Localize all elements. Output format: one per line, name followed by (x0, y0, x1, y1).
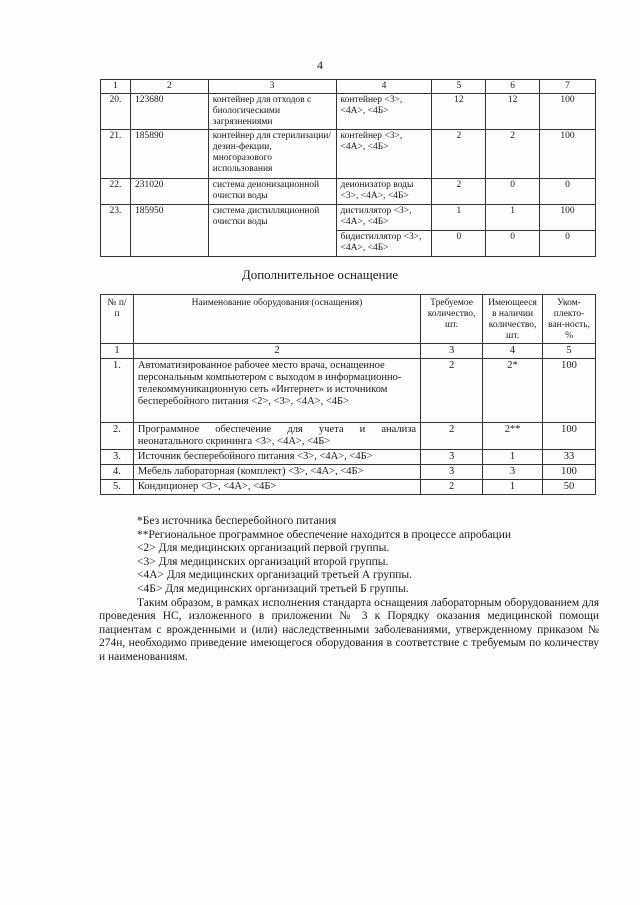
item-name: Мебель лабораторная (комплект) <3>, <4А>, <4Б> (133, 465, 420, 480)
completeness: 50 (543, 480, 596, 495)
row-number: 21. (101, 130, 131, 179)
item-code: 185950 (130, 205, 208, 257)
footnote: <4А> Для медицинских организаций третьей А группы. (137, 569, 413, 582)
index-cell: 4 (483, 344, 543, 359)
completeness: 100 (543, 423, 596, 450)
footnote: *Без источника бесперебойного питания (137, 515, 337, 527)
notes-section (99, 515, 599, 665)
header-cell: 4 (336, 80, 432, 94)
item-type: дистиллятор <3>, <4А>, <4Б> (336, 205, 432, 231)
section-title: Дополнительное оснащение (241, 267, 399, 282)
index-cell: 2 (133, 344, 420, 359)
completeness: 100 (540, 94, 596, 130)
required-qty: 2 (421, 480, 483, 495)
item-type: деионизатор воды <3>, <4А>, <4Б> (336, 179, 432, 205)
header-name: Наименование оборудования (оснащения) (133, 295, 420, 344)
index-cell: 3 (421, 344, 483, 359)
row-number: 22. (101, 179, 131, 205)
header-available: Имеющееся в наличии количество, шт. (483, 295, 543, 344)
table-row (101, 179, 596, 205)
item-name: Кондиционер <3>, <4А>, <4Б> (133, 480, 420, 495)
available-qty: 12 (486, 94, 540, 130)
completeness: 0 (540, 231, 596, 257)
item-name: Автоматизированное рабочее место врача, оснащенное персональным компьютером с выходом в информационно-телекоммуникационную сеть «Интернет» и источником бесперебойного питания <2>, <3>, <4А>, <4Б> (133, 359, 420, 423)
required-qty: 12 (432, 94, 486, 130)
header-num: № п/п (101, 295, 134, 344)
completeness: 33 (543, 450, 596, 465)
table-row (101, 94, 596, 130)
equipment-table (100, 79, 596, 257)
footnote: **Региональное программное обеспечение находится в процессе апробации (137, 528, 512, 541)
header-cell: 7 (540, 80, 596, 94)
row-number: 4. (101, 465, 134, 480)
index-row (101, 344, 596, 359)
item-name: Программное обеспечение для учета и анализа неонатального скрининга <3>, <4А>, <4Б> (133, 423, 420, 450)
additional-equipment-table (100, 294, 596, 495)
row-number: 2. (101, 423, 134, 450)
required-qty: 2 (432, 130, 486, 179)
row-number: 20. (101, 94, 131, 130)
table-row (101, 465, 596, 480)
row-number: 5. (101, 480, 134, 495)
item-type: контейнер <3>, <4А>, <4Б> (336, 94, 432, 130)
completeness: 0 (540, 179, 596, 205)
required-qty: 2 (421, 359, 483, 423)
footnote: <4Б> Для медицинских организаций третьей Б группы. (137, 582, 409, 595)
required-qty: 2 (421, 423, 483, 450)
row-number: 3. (101, 450, 134, 465)
item-type: бидистиллятор <3>, <4А>, <4Б> (336, 231, 432, 257)
available-qty: 1 (483, 450, 543, 465)
header-cell: 2 (130, 80, 208, 94)
header-cell: 6 (486, 80, 540, 94)
table-row (101, 130, 596, 179)
index-cell: 1 (101, 344, 134, 359)
header-required: Требуемое количество, шт. (421, 295, 483, 344)
available-qty: 2 (486, 130, 540, 179)
available-qty: 2** (483, 423, 543, 450)
item-code: 123680 (130, 94, 208, 130)
required-qty: 1 (432, 205, 486, 231)
item-type: контейнер <3>, <4А>, <4Б> (336, 130, 432, 179)
row-number: 1. (101, 359, 134, 423)
table-row (101, 450, 596, 465)
required-qty: 2 (432, 179, 486, 205)
header-completeness: Уком-плекто-ван-ность, % (543, 295, 596, 344)
completeness: 100 (540, 205, 596, 231)
item-code: 231020 (130, 179, 208, 205)
header-cell: 3 (208, 80, 336, 94)
item-name: система деионизационной очистки воды (208, 179, 336, 205)
available-qty: 1 (483, 480, 543, 495)
required-qty: 0 (432, 231, 486, 257)
available-qty: 3 (483, 465, 543, 480)
table-header-row (101, 80, 596, 94)
item-code: 185890 (130, 130, 208, 179)
table-row (101, 359, 596, 423)
table-row (101, 205, 596, 231)
header-cell: 1 (101, 80, 131, 94)
available-qty: 2* (483, 359, 543, 423)
item-name: Источник бесперебойного питания <3>, <4А>, <4Б> (133, 450, 420, 465)
table-header-row (101, 295, 596, 344)
completeness: 100 (543, 359, 596, 423)
item-name: система дистилляционной очистки воды (208, 205, 336, 257)
page-number: 4 (317, 58, 323, 72)
header-cell: 5 (432, 80, 486, 94)
item-name: контейнер для стерилизации/дезин-фекции, многоразового использования (208, 130, 336, 179)
conclusion-paragraph: Таким образом, в рамках исполнения стандарта оснащения лабораторным оборудованием для проведения НС, изложенного в приложении № 3 к Порядку оказания медицинской помощи пациентам с врожденными и (или) наследственными заболеваниями, утвержденному приказом № 274н, необходимо приведение имеющегося оборудования в соответствие с требуемым по количеству и наименованиям. (99, 596, 599, 663)
available-qty: 1 (486, 205, 540, 231)
required-qty: 3 (421, 465, 483, 480)
index-cell: 5 (543, 344, 596, 359)
footnote: <2> Для медицинских организаций первой группы. (137, 542, 390, 555)
required-qty: 3 (421, 450, 483, 465)
available-qty: 0 (486, 179, 540, 205)
row-number: 23. (101, 205, 131, 257)
table-row (101, 423, 596, 450)
item-name: контейнер для отходов с биологическими загрязнениями (208, 94, 336, 130)
available-qty: 0 (486, 231, 540, 257)
completeness: 100 (543, 465, 596, 480)
footnote: <3> Для медицинских организаций второй группы. (137, 555, 389, 568)
completeness: 100 (540, 130, 596, 179)
table-row (101, 480, 596, 495)
